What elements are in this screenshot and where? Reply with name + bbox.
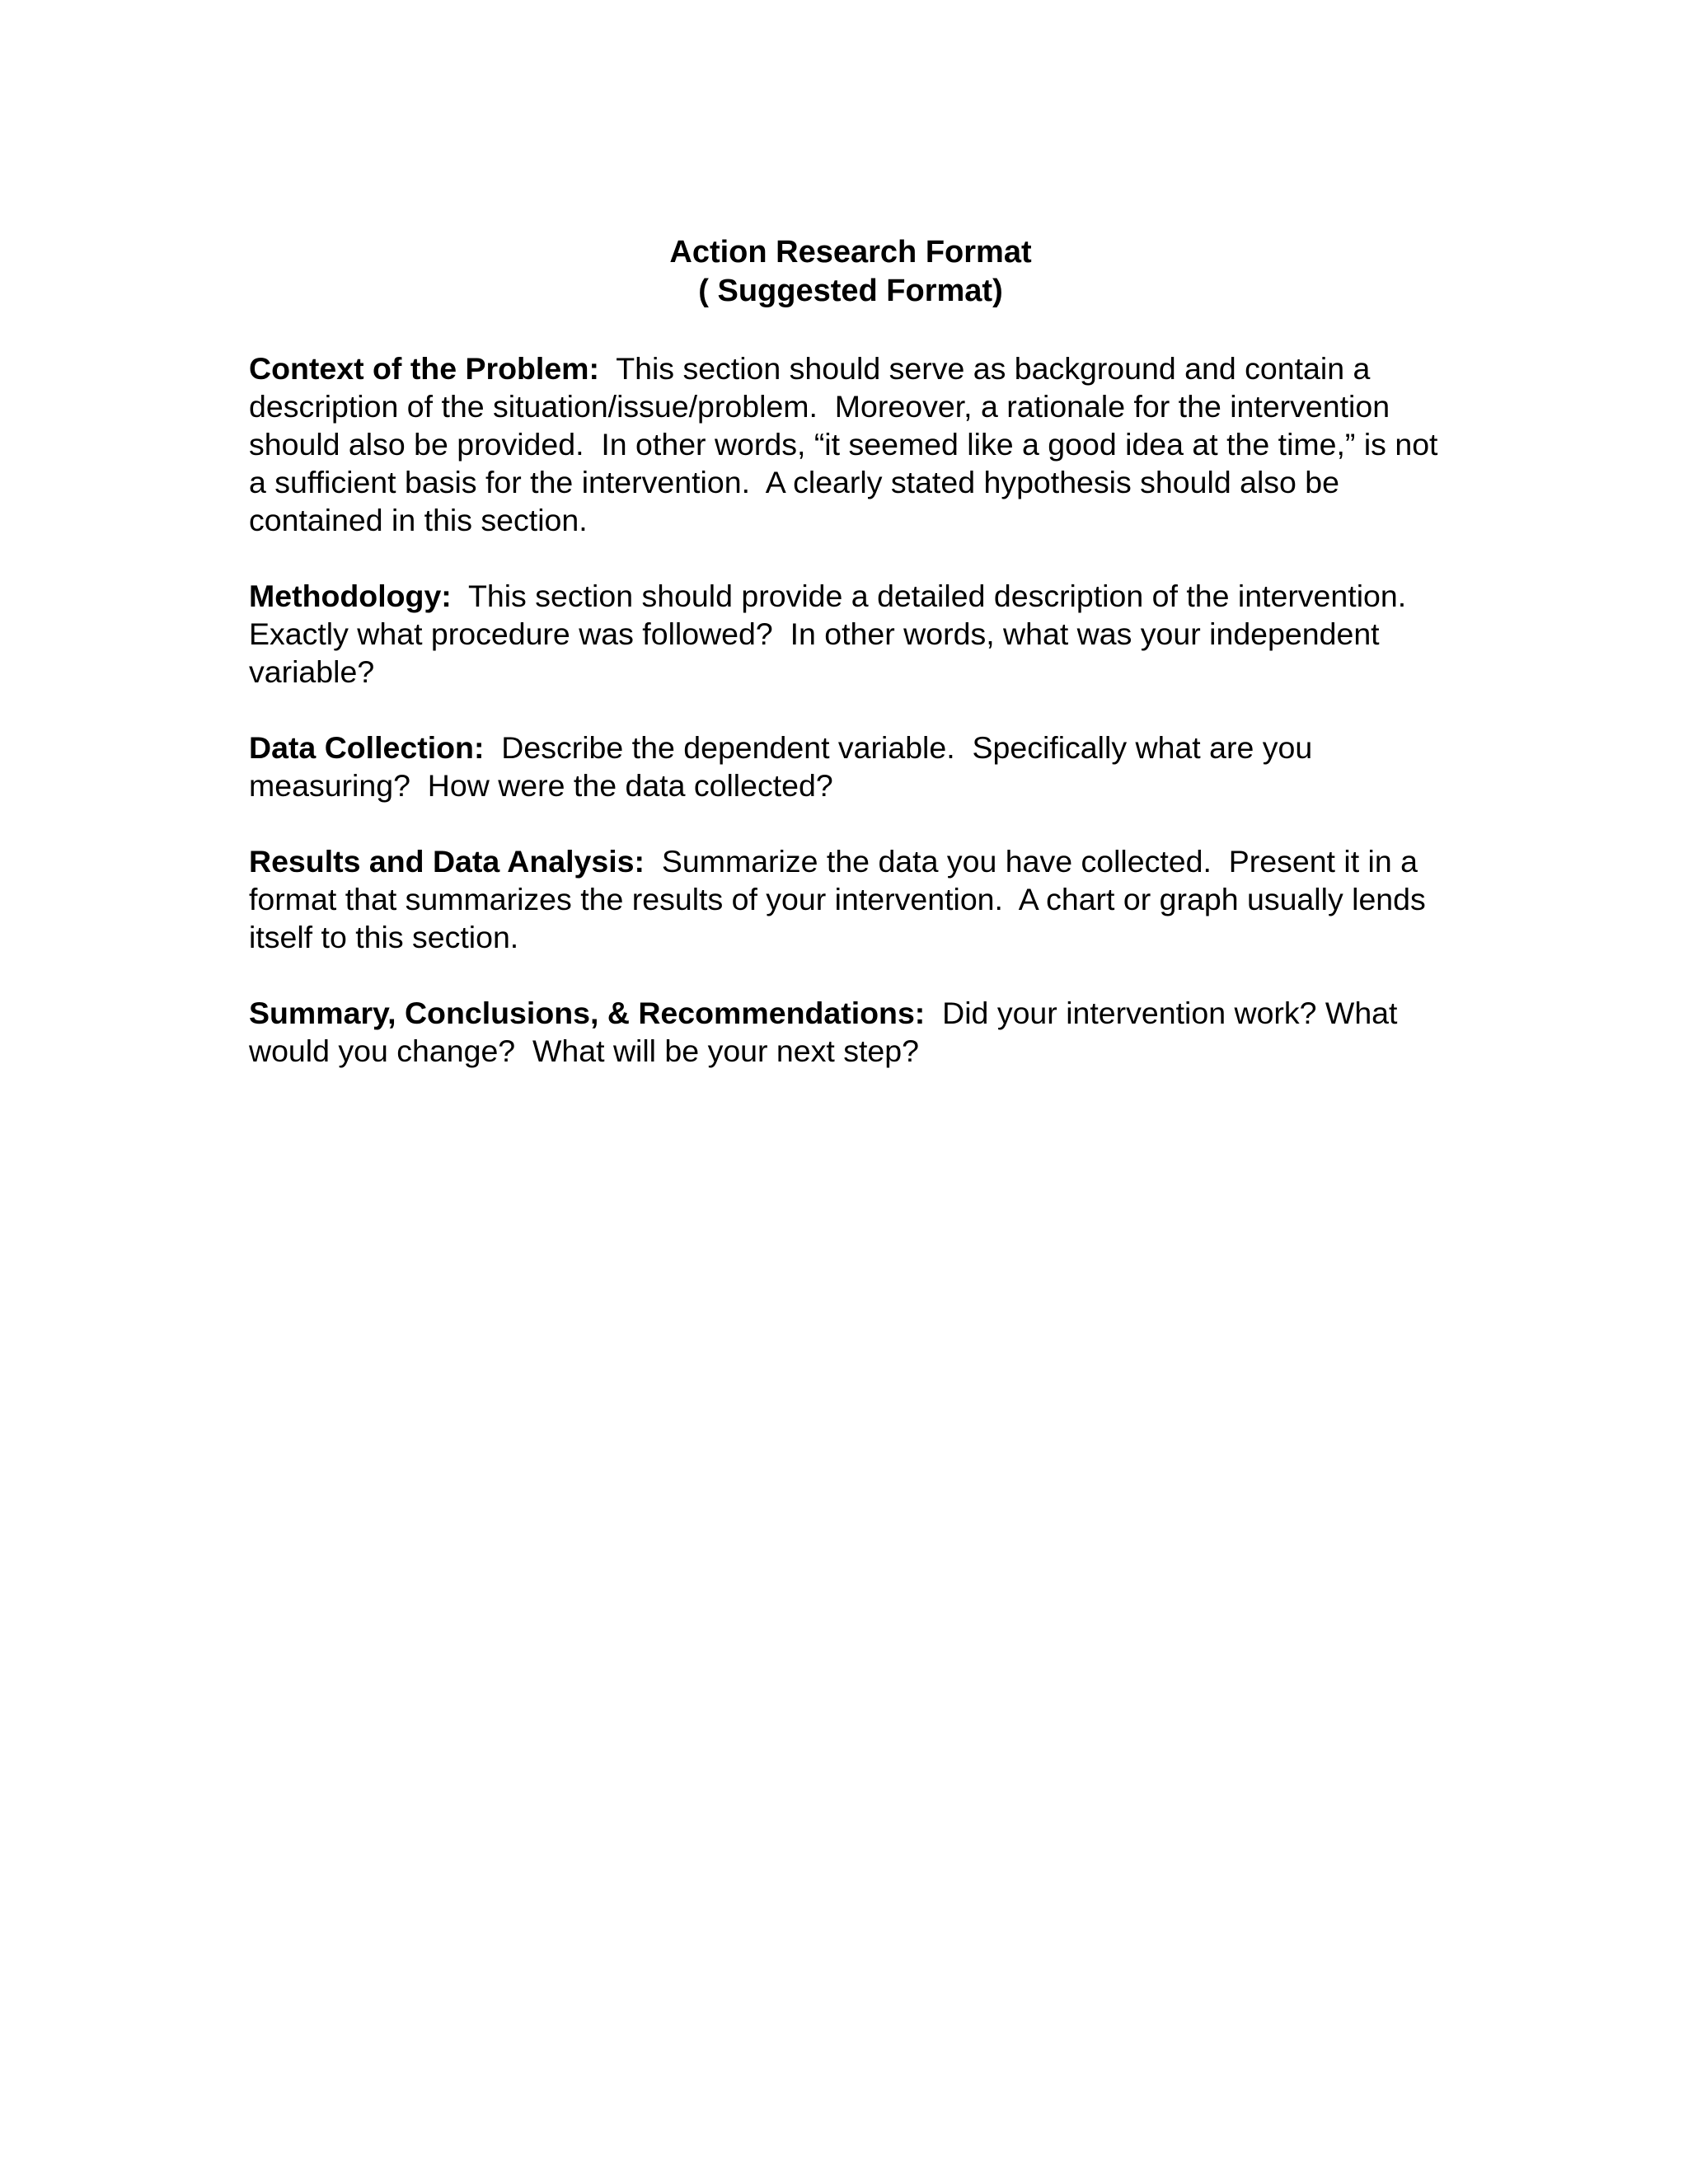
section-summary-conclusions [249,994,1452,1070]
section-context-of-problem [249,349,1452,539]
section-heading: Data Collection: [249,730,485,765]
section-methodology [249,577,1452,691]
section-heading: Summary, Conclusions, & Recommendations: [249,996,926,1030]
section-body: Describe the dependent variable. Specifically what are you measuring? How were the data collected? [249,730,1321,803]
section-heading: Methodology: [249,579,452,613]
section-heading: Context of the Problem: [249,351,600,386]
section-body: Summarize the data you have collected. Present it in a format that summarizes the results of your intervention. A chart or graph usually lends itself to this section. [249,844,1435,954]
section-body: Did your intervention work? What would you change? What will be your next step? [249,996,1406,1068]
title-block [249,233,1452,311]
section-results-and-analysis [249,842,1452,956]
document-title: Action Research Format [669,235,1032,269]
section-body: This section should serve as background and contain a description of the situation/issue/problem. Moreover, a rationale for the intervention should also be provided. In other words, “it seemed like a good idea at the time,” is not a sufficient basis for the intervention. A clearly stated hypothesis should also be contained in this section. [249,351,1447,537]
section-heading: Results and Data Analysis: [249,844,645,879]
document-subtitle: ( Suggested Format) [698,274,1003,308]
section-body: This section should provide a detailed description of the intervention. Exactly what procedure was followed? In other words, what was your independent variable? [249,579,1423,689]
section-data-collection [249,729,1452,804]
document-content [249,233,1452,1108]
